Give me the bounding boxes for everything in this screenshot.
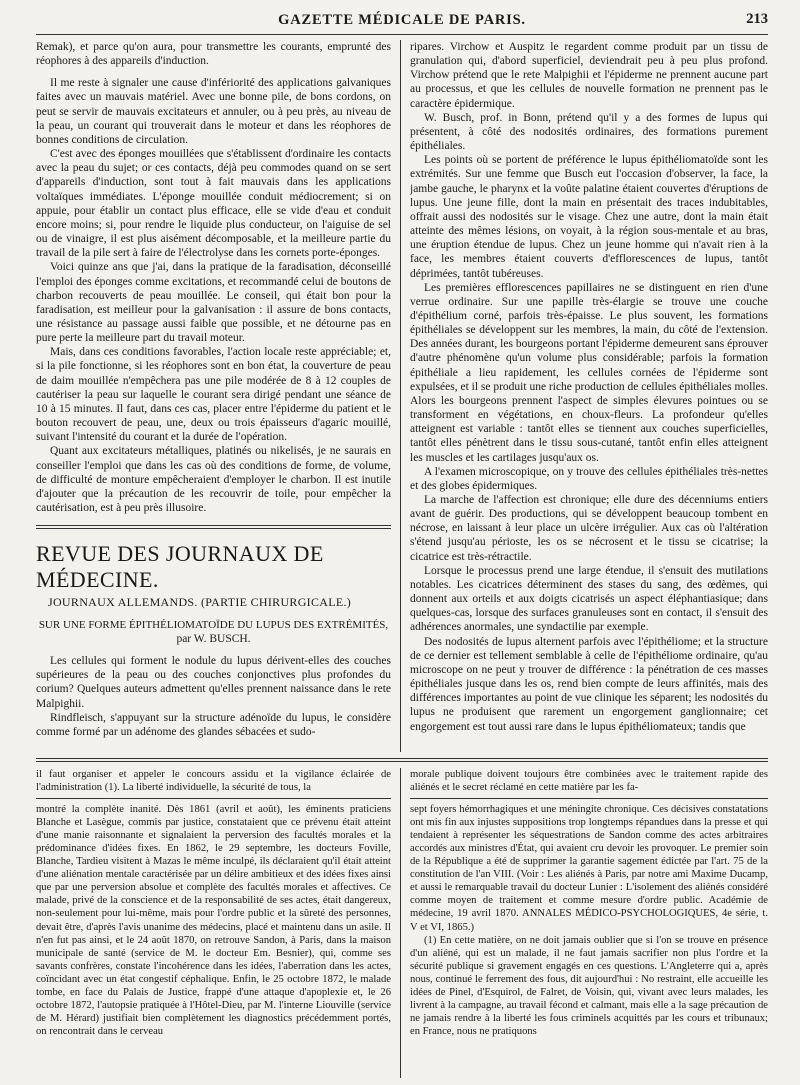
paragraph: ripares. Virchow et Auspitz le regardent comme produit par un tissu de granulation qui, d'abord superficiel, deviendrait peu à peu plus profond. Virchow prétend que le rete Malpighii et l'épiderme ne prennent aucune part au processus, et que les cellules de nouvelle formation ne prennent pas le caractère épidermique. bbox=[410, 41, 768, 110]
article-author: par W. BUSCH. bbox=[176, 633, 251, 646]
column-divider-bottom bbox=[400, 768, 401, 1078]
footnote-separator bbox=[36, 798, 391, 799]
paragraph: Quant aux excitateurs métalliques, platinés ou nikelisés, je ne saurais en conseiller l'emploi que dans les cas où des conditions de forme, de volume, de difficulté de monture empêcheraient d'employer le charbon. Il est inutile d'ajouter que la précaution de les recouvrir de toile, pour empêcher la cautérisation, est à peu près illusoire. bbox=[36, 445, 391, 514]
paragraph: Les cellules qui forment le nodule du lupus dérivent-elles des couches supérieures de la peau ou des couches conjonctives plus profondes du corium? Quelques auteurs admettent qu'elles prennent naissance dans le rete Malpighii. bbox=[36, 655, 391, 710]
paragraph: Rindfleisch, s'appuyant sur la structure adénoïde du lupus, le considère comme formé par un adénome des glandes sébacées et sudo- bbox=[36, 711, 391, 738]
page-number: 213 bbox=[746, 11, 768, 27]
footnote-left-column bbox=[36, 768, 391, 1080]
left-column bbox=[36, 40, 391, 752]
paragraph: morale publique doivent toujours être combinées avec le traitement rapide des aliénés et le secret réclamé en cette matière par les fa- bbox=[410, 769, 768, 794]
section-divider-second bbox=[36, 761, 768, 762]
section-subtitle: JOURNAUX ALLEMANDS. (PARTIE CHIRURGICALE.) bbox=[48, 595, 352, 610]
paragraph: montré la complète inanité. Dès 1861 (avril et août), les éminents praticiens Blanche et Lasègue, commis par justice, constataient que ce prévenu était atteint d'une manie raisonnante et signalaient la perversion des facultés morales et la prédominance d'idées fixes. En 1862, le 29 septembre, les docteurs Foville, Blanche, Tardieu visitent à Mazas le même inculpé, ils déclaraient qu'il était atteint d'une aliénation mentale caractérisée par un délire ambitieux et des idées fixes ainsi que par une perversion absolue et complète des facultés morales et affectives. Ce malade, privé de la conscience et de la responsabilité de ses actes, était dangereux, non-seulement pour lui-même, mais pour l'ordre public et la sûreté des personnes, devait être, d'après l'avis unanime des médecins, placé et maintenu dans un asile. Il n'en fut pas ainsi, et le 24 août 1870, on retrouve Sandon, à Paris, dans la maison municipale de santé (service de M. le docteur Em. Besnier), qui, comme ses savants confrères, constate l'incohérence dans les idées, l'aberration dans les actes, coïncidant avec un état congestif céphalique. Enfin, le 25 octobre 1872, le malade tombe, en face du Palais de Justice, frappé d'une attaque d'apoplexie et, le 26 octobre 1872, l'autopsie pratiquée à l'Hôtel-Dieu, par M. l'interne Liouville (service de M. Hérard) justifiait bien complètement les diagnostics précédemment portés, on rencontrait dans le cerveau bbox=[36, 804, 391, 1037]
running-title: GAZETTE MÉDICALE DE PARIS. bbox=[278, 12, 526, 28]
section-title: REVUE DES JOURNAUX DE MÉDECINE. bbox=[36, 541, 324, 593]
footnote-separator bbox=[410, 798, 768, 799]
paragraph: Des nodosités de lupus alternent parfois avec l'épithéliome; et la structure de ce dernier est tellement semblable à celle de l'épithéliome ordinaire, qu'au microscope on ne peut y trouver de différence : la pénétration de ces masses épithéliales jusque dans les os, rend bien compte de leurs affinités, mais des différences importantes au point de vue clinique les séparent; les nodosités du lupus ne produisent que rarement un engorgement ganglionnaire; cet engorgement est tout aussi rare dans le lupus épithéliomateux; tandis que bbox=[410, 635, 768, 733]
paragraph: W. Busch, prof. in Bonn, prétend qu'il y a des formes de lupus qui présentent, à côté des nodosités ordinaires, des formations purement épithéliales. bbox=[410, 111, 768, 153]
paragraph: Les points où se portent de préférence le lupus épithéliomatoïde sont les extrémités. Sur une femme que Busch eut l'occasion d'observer, la face, la jambe gauche, le pharynx et la voûte palatine étaient couvertes d'éruptions de lupus. Une jeune fille, dont la main en présentait des traces indubitables, offrait aussi des nodosités sur le visage. Chez une autre, dont la main était atteinte des mêmes lésions, on voyait, à la région sous-mentale et au bras, une éruption étendue de lupus. Chez un jeune homme qui n'avait rien à la face, les membres étaient couverts d'efflorescences de lupus, tantôt déprimées, tantôt tubéreuses. bbox=[410, 154, 768, 280]
paragraph: (1) En cette matière, on ne doit jamais oublier que si l'on se trouve en présence d'un aliéné, qui est un malade, il ne faut jamais sacrifier non plus l'ordre et la sécurité publique si gravement engagés en ces questions. L'Angleterre qui a, après nous, continué le ferrement des fous, dit aujourd'hui : No restraint, elle accueille les idées de Pinel, d'Esquirol, de Falret, de Voisin, qui, vivant avec leurs malades, les livrent à la campagne, au travail fécond et calmant, mais elle a la sage précaution de ne jamais rendre à la liberté les fous criminels acquittés par les cours et tribunaux; en France, nous ne pratiquons bbox=[410, 934, 768, 1037]
paragraph: A l'examen microscopique, on y trouve des cellules épithéliales très-nettes et des globes épidermiques. bbox=[410, 465, 768, 492]
column-divider-top bbox=[400, 40, 401, 752]
paragraph: Lorsque le processus prend une large étendue, il s'ensuit des mutilations notables. Les cicatrices déterminent des stases du sang, des œdèmes, qui donnent aux orteils et aux doigts cicatrisés un aspect éléphantiasique; dans quelques-cas, lorsque des surfaces granuleuses sont en contact, il s'ensuit des adhérences anormales, une syndactilie par exemple. bbox=[410, 564, 768, 634]
header-rule bbox=[36, 34, 768, 35]
paragraph: Les premières efflorescences papillaires ne se distinguent en rien d'une verrue ordinaire. Sur une papille très-élargie se trouve une couche d'épithélium corné, parfois très-épaisse. Le plus souvent, les formations épithéliales se développent sur les membres, la main, du côté de l'extension. Des années durant, les bourgeons portant l'épiderme demeurent sans éprouver d'autre phénomène qu'un volume plus considérable; parfois la formation épithéliale a lieu rapidement, les cellules cornées de l'épiderme sont expulsées, et il se produit une riche production de cellules épithéliales molles. Alors les bourgeons prennent l'aspect de simples élevures pointues ou se transforment en végétations, en choux-fleurs. La profondeur qu'elles atteignent est variable : tantôt elles se tiennent aux couches superficielles, tantôt elles pénètrent dans le tissu sous-cutané, tantôt enfin elles atteignent les muscles et les cartilages jusqu'aux os. bbox=[410, 281, 768, 464]
paragraph: Voici quinze ans que j'ai, dans la pratique de la faradisation, déconseillé l'emploi des éponges comme excitations, et recommandé celui de boutons de charbon recouverts de peau mouillée. Le conseil, qui était bon pour la faradisation, est meilleur pour la galvanisation : il assure de bons contacts, une résistance au passage aussi faible que possible, et ne détourne pas en pure perte la meilleure part du travail moteur. bbox=[36, 261, 391, 345]
page-header bbox=[36, 10, 768, 34]
paragraph: Il me reste à signaler une cause d'infériorité des applications galvaniques faites avec un mauvais matériel. Avec une bonne pile, de bons cordons, on peut se servir de mauvais excitateurs et annuler, ou à peu près, au niveau de la peau, un courant qui trouverait dans le moteur et dans les réophores de bonnes conditions de circulation. bbox=[36, 77, 391, 146]
paragraph: sept foyers hémorrhagiques et une méningite chronique. Ces décisives constatations ont mis fin aux injustes suppositions trop longtemps répandues dans la presse et qui tendaient à représenter les séquestrations de Sandon comme des actes arbitraires accordés aux ministres d'État, qui avaient cru devoir les provoquer. Le premier soin de la République a été de supprimer la garantie sagement édictée par l'art. 75 de la constitution de l'an VIII. (Voir : Les aliénés à Paris, par notre ami Maxime Ducamp, et aussi le remarquable travail du docteur Lunier : L'isolement des aliénés considéré comme moyen de traitement et comme mesure d'ordre public. Académie de médecine, 19 avril 1870. ANNALES MÉDICO-PSYCHOLOGIQUES, 4e série, t. V et VI, 1865.) bbox=[410, 804, 768, 933]
section-rule-top-second bbox=[36, 528, 391, 529]
paragraph: il faut organiser et appeler le concours assidu et la vigilance éclairée de l'administration (1). La liberté individuelle, la sécurité de tous, la bbox=[36, 769, 391, 794]
section-rule-top bbox=[36, 525, 391, 526]
right-column bbox=[410, 40, 768, 752]
paragraph: La marche de l'affection est chronique; elle dure des décenniums entiers avant de guérir. Des productions, qui se développent beaucoup tombent en nécrose, en laissant à leur place un ulcère irrégulier. Aux cas où l'altération s'étend jusqu'au périoste, les os se nécrosent et le tissu se cicatrise; la cicatrice est très-rétractile. bbox=[410, 494, 768, 563]
article-title: SUR UNE FORME ÉPITHÉLIOMATOÏDE DU LUPUS DES EXTRÉMITÉS, bbox=[38, 619, 389, 632]
paragraph: C'est avec des éponges mouillées que s'établissent d'ordinaire les contacts avec la peau du sujet; or ces contacts, déjà peu commodes quand on se sert d'appareils d'induction, sont tout à fait mauvais dans les applications voltaïques immédiates. L'éponge mouillée conduit médiocrement; si on appuie, pour établir un contact plus efficace, elle se vide d'eau et conduit encore moins; si, pour rendre le liquide plus conducteur, on l'aiguise de sel ou de vinaigre, il est plus aisément décomposable, et la meilleure partie du travail de la pile sert à faire de l'électrolyse dans les cornets porte-éponges. bbox=[36, 148, 391, 260]
section-divider bbox=[36, 758, 768, 759]
footnote-right-column bbox=[410, 768, 768, 1080]
paragraph: Remak), et parce qu'on aura, pour transmettre les courants, emprunté des réophores à des appareils d'induction. bbox=[36, 41, 391, 68]
paragraph: Mais, dans ces conditions favorables, l'action locale reste appréciable; et, si la pile fonctionne, si les réophores sont en bon état, la couverture de peau de daim mouillée n'empêchera pas une pile modérée de 8 à 12 couples de cautériser la peau sur laquelle le courant sera dirigé pendant une séance de 10 à 15 minutes. Il faut, dans ces cas, placer entre l'épiderme du patient et le bouton recouvert de peau, une, deux ou trois épaisseurs d'agaric mouillé, suivant l'intensité du courant et la durée de l'opération. bbox=[36, 346, 391, 444]
